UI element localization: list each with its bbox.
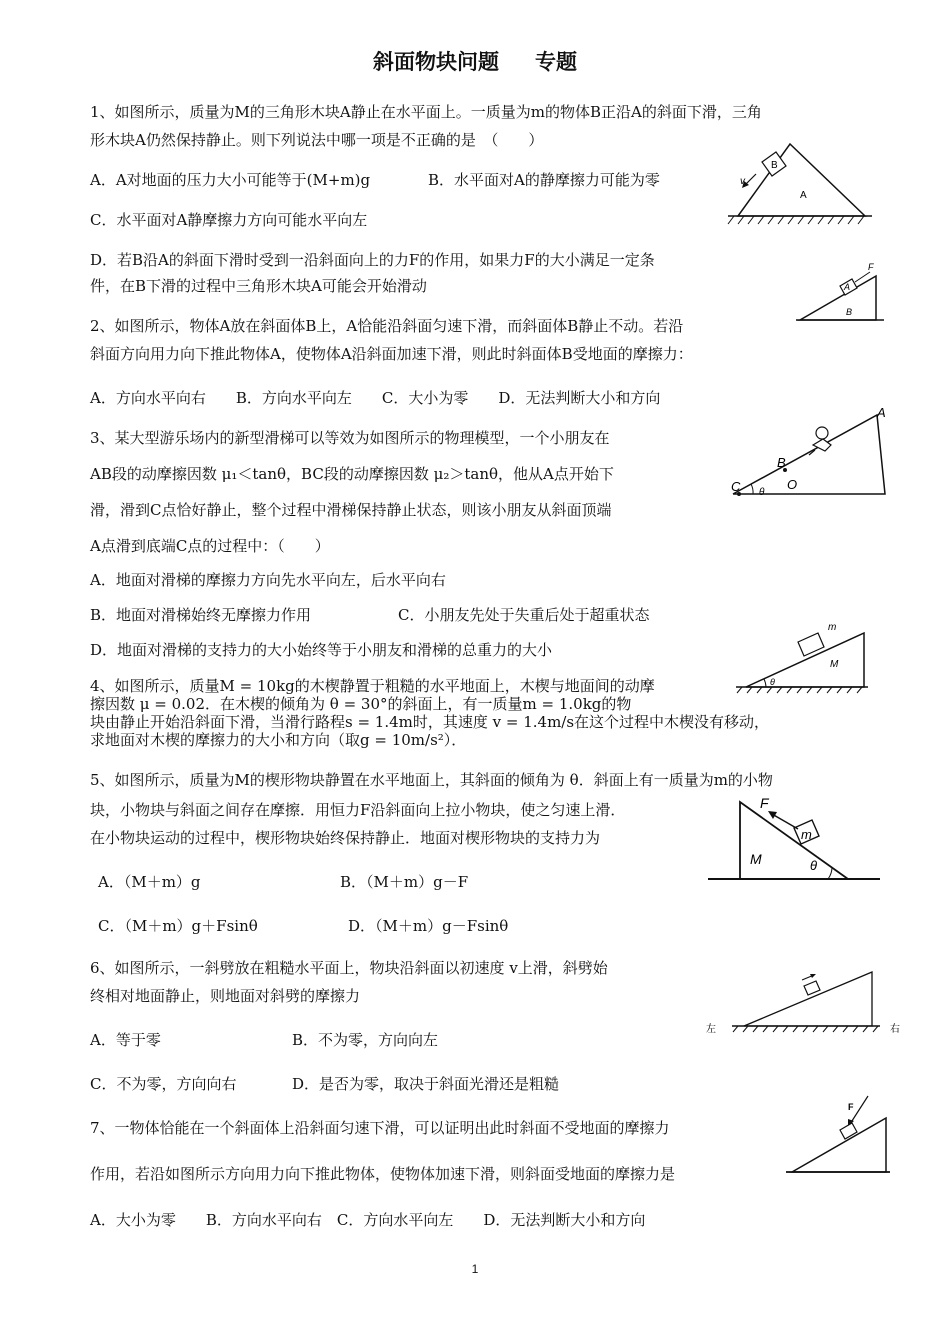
q3-fig-label-b: B (777, 455, 786, 470)
q1-fig2-label-f: F (868, 262, 874, 272)
q1-line-1: 1、如图所示，质量为M的三角形木块A静止在水平面上。一质量为m的物体B正沿A的斜面下滑，三角 (90, 103, 762, 121)
q6-fig-label-right: 右 (890, 1024, 900, 1035)
q1-option-d-line-2: 件，在B下滑的过程中三角形木块A可能会开始滑动 (90, 277, 427, 295)
q4-figure-wedge (732, 615, 872, 695)
q2-line-2: 斜面方向用力向下推此物体A，使物体A沿斜面加速下滑，则此时斜面体B受地面的摩擦力： (90, 345, 693, 363)
q5-line-3: 在小物块运动的过程中，楔形物块始终保持静止．地面对楔形物块的支持力为 (90, 829, 601, 847)
q5-option-c: C．（M＋m）g＋Fsinθ (98, 917, 258, 935)
q6-figure-incline (700, 962, 910, 1038)
q5-fig-label-big-m: M (750, 851, 762, 867)
q5-line-1: 5、如图所示，质量为M的楔形物块静置在水平地面上，其斜面的倾角为 θ．斜面上有一质量为m的小物 (90, 771, 773, 789)
q6-line-2: 终相对地面静止，则地面对斜劈的摩擦力 (90, 987, 361, 1005)
q3-option-a: A．地面对滑梯的摩擦力方向先水平向左，后水平向右 (90, 571, 446, 589)
q4-line-1: 4、如图所示，质量M = 10kg的木楔静置于粗糙的水平地面上，木楔与地面间的动摩 (90, 677, 655, 695)
q5-option-a: A．（M＋m）g (98, 873, 201, 891)
q5-figure-wedge (706, 792, 882, 888)
q5-line-2: 块，小物块与斜面之间存在摩擦．用恒力F沿斜面向上拉小物块，使之匀速上滑． (90, 801, 626, 819)
q3-option-b: B．地面对滑梯始终无摩擦力作用 (90, 606, 312, 624)
q1-option-b: B．水平面对A的静摩擦力可能为零 (428, 171, 660, 189)
q6-option-b: B．不为零，方向向左 (292, 1031, 439, 1049)
q3-line-2: AB段的动摩擦因数 μ₁＜tanθ，BC段的动摩擦因数 μ₂＞tanθ，他从A点开始下 (90, 465, 614, 483)
q7-line-1: 7、一物体恰能在一个斜面体上沿斜面匀速下滑，可以证明出此时斜面不受地面的摩擦力 (90, 1119, 670, 1137)
page-title (0, 46, 950, 76)
q3-option-c: C．小朋友先处于失重后处于超重状态 (398, 606, 650, 624)
q3-line-3: 滑，滑到C点恰好静止，整个过程中滑梯保持静止状态，则该小朋友从斜面顶端 (90, 501, 612, 519)
q4-fig-label-big-m: M (830, 659, 839, 670)
q3-fig-label-c: C (731, 479, 741, 494)
q1-option-a: A．A对地面的压力大小可能等于(M+m)g (90, 171, 371, 189)
q6-fig-label-left: 左 (706, 1024, 716, 1035)
q1-fig-label-a: A (800, 190, 807, 201)
q1-fig-label-b: B (771, 160, 778, 171)
q6-option-d: D．是否为零，取决于斜面光滑还是粗糙 (292, 1075, 560, 1093)
q1-figure-incline (720, 140, 880, 230)
q1-fig-label-v: v (740, 176, 745, 187)
q7-line-2: 作用，若沿如图所示方向用力向下推此物体，使物体加速下滑，则斜面受地面的摩擦力是 (90, 1165, 676, 1183)
q4-line-2: 擦因数 μ = 0.02．在木楔的倾角为 θ = 30°的斜面上，有一质量m = 1.0kg的物 (90, 695, 632, 713)
q3-figure-slide (725, 405, 895, 505)
q1-option-d-line-1: D．若B沿A的斜面下滑时受到一沿斜面向上的力F的作用，如果力F的大小满足一定条 (90, 251, 655, 269)
q1-option-c: C．水平面对A静摩擦力方向可能水平向左 (90, 211, 368, 229)
q7-fig-label-f: F (848, 1102, 854, 1112)
q4-fig-label-theta: θ (770, 677, 775, 687)
title-main: 斜面物块问题 (373, 50, 499, 74)
q3-line-1: 3、某大型游乐场内的新型滑梯可以等效为如图所示的物理模型，一个小朋友在 (90, 429, 610, 447)
q7-options: A．大小为零 B．方向水平向右 C．方向水平向左 D．无法判断大小和方向 (90, 1211, 646, 1229)
q5-option-b: B．（M＋m）g－F (340, 873, 469, 891)
q1-figure-force (790, 258, 890, 328)
q6-line-1: 6、如图所示，一斜劈放在粗糙水平面上，物块沿斜面以初速度 v上滑，斜劈始 (90, 959, 608, 977)
q1-line-2: 形木块A仍然保持静止。则下列说法中哪一项是不正确的是 （ ） (90, 131, 544, 149)
q5-fig-label-f: F (760, 795, 769, 811)
q4-line-3: 块由静止开始沿斜面下滑，当滑行路程s = 1.4m时，其速度 v = 1.4m/s在这个过程中木楔没有移动， (90, 713, 770, 731)
q1-fig2-label-a: A (844, 282, 851, 292)
q2-options: A．方向水平向右 B．方向水平向左 C．大小为零 D．无法判断大小和方向 (90, 389, 661, 407)
q6-option-a: A．等于零 (90, 1031, 161, 1049)
page-number: 1 (471, 1262, 479, 1276)
title-sub: 专题 (535, 50, 577, 74)
q4-fig-label-m: m (828, 622, 837, 633)
q3-option-d: D．地面对滑梯的支持力的大小始终等于小朋友和滑梯的总重力的大小 (90, 641, 553, 659)
q3-fig-label-a: A (877, 405, 886, 420)
q5-fig-label-m: m (801, 827, 812, 842)
q4-line-4: 求地面对木楔的摩擦力的大小和方向（取g = 10m/s²）． (90, 731, 467, 749)
q6-option-c: C．不为零，方向向右 (90, 1075, 237, 1093)
q3-fig-label-theta: θ (759, 487, 765, 498)
q1-fig2-label-b: B (846, 307, 853, 317)
q2-line-1: 2、如图所示，物体A放在斜面体B上，A恰能沿斜面匀速下滑，而斜面体B静止不动。若沿 (90, 317, 684, 335)
q5-option-d: D．（M＋m）g－Fsinθ (348, 917, 509, 935)
q7-figure-incline (782, 1092, 894, 1178)
q5-fig-label-theta: θ (810, 858, 818, 873)
q3-fig-label-o: O (787, 477, 798, 492)
q3-line-4: A点滑到底端C点的过程中：（ ） (90, 537, 330, 555)
